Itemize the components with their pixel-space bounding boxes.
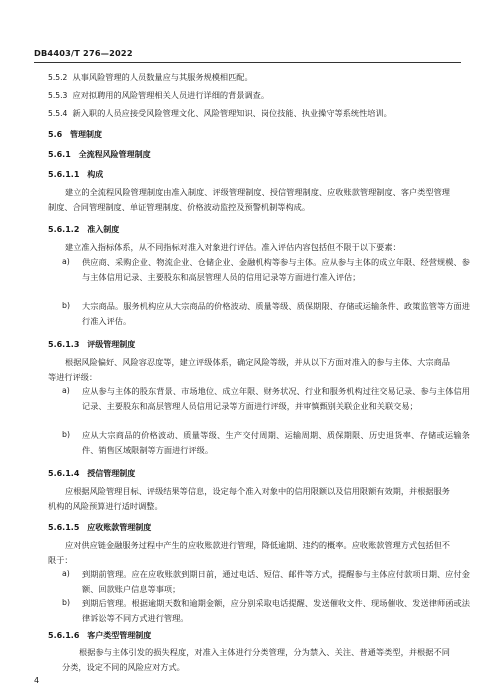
clause-5-5-2 [48,71,253,84]
section-5-6-1-3-body: 根据风险偏好、风险容忍度等，建立评级体系，确定风险等级，并从以下方面对准入的参与主体、大宗商品等进行评级： [48,357,450,382]
list-item-text: 应从参与主体的股东背景、市场地位、成立年限、财务状况、行业和服务机构过往交易记录、参与主体信用记录、主要股东和高层管理人员信用记录等方面进行评级，并审慎甄别关联企业和关联交易； [82,386,470,411]
section-5-6-1-3-heading [48,338,135,351]
section-number: 5.6.1.5 [48,523,80,532]
section-5-6-1-1-heading [48,168,103,181]
clause-text: 应对拟聘用的风险管理相关人员进行详细的背景调查。 [72,90,270,100]
document-code: DB4403/T 276—2022 [34,48,133,58]
list-item-text: 供应商、采购企业、物流企业、仓储企业、金融机构等参与主体。应从参与主体的成立年限、经营规模、参与主体信用记录、主要股东和高层管理人员的信用记录等方面进行准入评估； [82,257,470,282]
list-item [62,384,470,413]
section-5-6-1-5-body: 应对供应链金融服务过程中产生的应收账款进行管理，降低逾期、违约的概率。应收账款管理方式包括但不限于： [48,540,450,565]
clause-text: 新入职的人员应接受风险管理文化、风险管理知识、岗位技能、执业操守等系统性培训。 [72,108,392,118]
section-5-6-1-4-heading [48,467,135,480]
list-item [62,299,470,328]
clause-5-5-3 [48,89,269,102]
header-rule [34,62,461,63]
list-item-text: 到期前管理。应在应收账款到期日前，通过电话、短信、邮件等方式，提醒参与主体应付款项日期、应付金额、回款账户信息等事项； [82,569,470,594]
list-item-text: 到期后管理。根据逾期天数和逾期金额，应分别采取电话提醒、发送催收文件、现场催收、发送律师函或法律诉讼等不同方式进行管理。 [82,598,470,623]
clause-5-5-4 [48,107,392,120]
list-item [62,567,470,596]
section-number: 5.6 [48,130,63,139]
section-number: 5.6.1.3 [48,340,80,349]
section-title: 全流程风险管理制度 [78,150,151,159]
clause-number: 5.5.2 [48,73,68,82]
section-5-6-1-heading [48,148,151,161]
section-title: 管理制度 [69,130,102,139]
section-title: 客户类型管理制度 [87,631,152,640]
list-item-label: a) [62,386,70,395]
list-item-text: 应从大宗商品的价格波动、质量等级、生产交付周期、运输周期、质保期限、历史退货率、存储或运输条件、销售区域限制等方面进行评级。 [82,430,470,455]
section-5-6-1-1-body: 建立的全流程风险管理制度由准入制度、评级管理制度、授信管理制度、应收账款管理制度、客户类型管理制度、合同管理制度、单证管理制度、价格波动监控及预警机制等构成。 [48,187,450,212]
list-item [62,255,470,284]
list-item-text: 大宗商品。服务机构应从大宗商品的价格波动、质量等级、质保期限、存储或运输条件、政策监管等方面进行准入评估。 [82,301,470,326]
clause-number: 5.5.3 [48,91,68,100]
list-item-label: a) [62,257,70,266]
section-5-6-1-6-body: 根据参与主体引发的损失程度，对准入主体进行分类管理，分为禁入、关注、普通等类型，并根据不同分类，设定不同的风险应对方式。 [62,647,450,672]
list-item-label: b) [62,598,70,607]
section-5-6-1-2-heading [48,223,119,236]
section-number: 5.6.1.2 [48,225,80,234]
clause-number: 5.5.4 [48,109,68,118]
list-item-label: b) [62,430,70,439]
list-item-label: b) [62,301,70,310]
section-number: 5.6.1.4 [48,469,80,478]
section-5-6-1-5-heading [48,521,151,534]
list-item-label: a) [62,569,70,578]
page-number: 4 [34,676,40,685]
section-5-6-1-4-body: 应根据风险管理目标、评级结果等信息，设定每个准入对象中的信用限额以及信用限额有效期，并根据服务机构的风险预算进行适时调整。 [48,486,450,511]
list-item [62,428,470,457]
section-5-6-heading [48,128,102,141]
section-title: 评级管理制度 [87,340,136,349]
section-title: 构成 [87,170,104,179]
section-5-6-1-2-body: 建立准入指标体系，从不同指标对准入对象进行评估。准入评估内容包括但不限于以下要素： [65,242,401,252]
clause-text: 从事风险管理的人员数量应与其服务规模相匹配。 [72,72,253,82]
section-title: 授信管理制度 [87,469,136,478]
section-number: 5.6.1.6 [48,631,80,640]
section-5-6-1-6-heading [48,629,151,642]
section-number: 5.6.1.1 [48,170,80,179]
section-title: 准入制度 [87,225,120,234]
section-number: 5.6.1 [48,150,71,159]
section-title: 应收账款管理制度 [87,523,152,532]
list-item [62,596,470,625]
